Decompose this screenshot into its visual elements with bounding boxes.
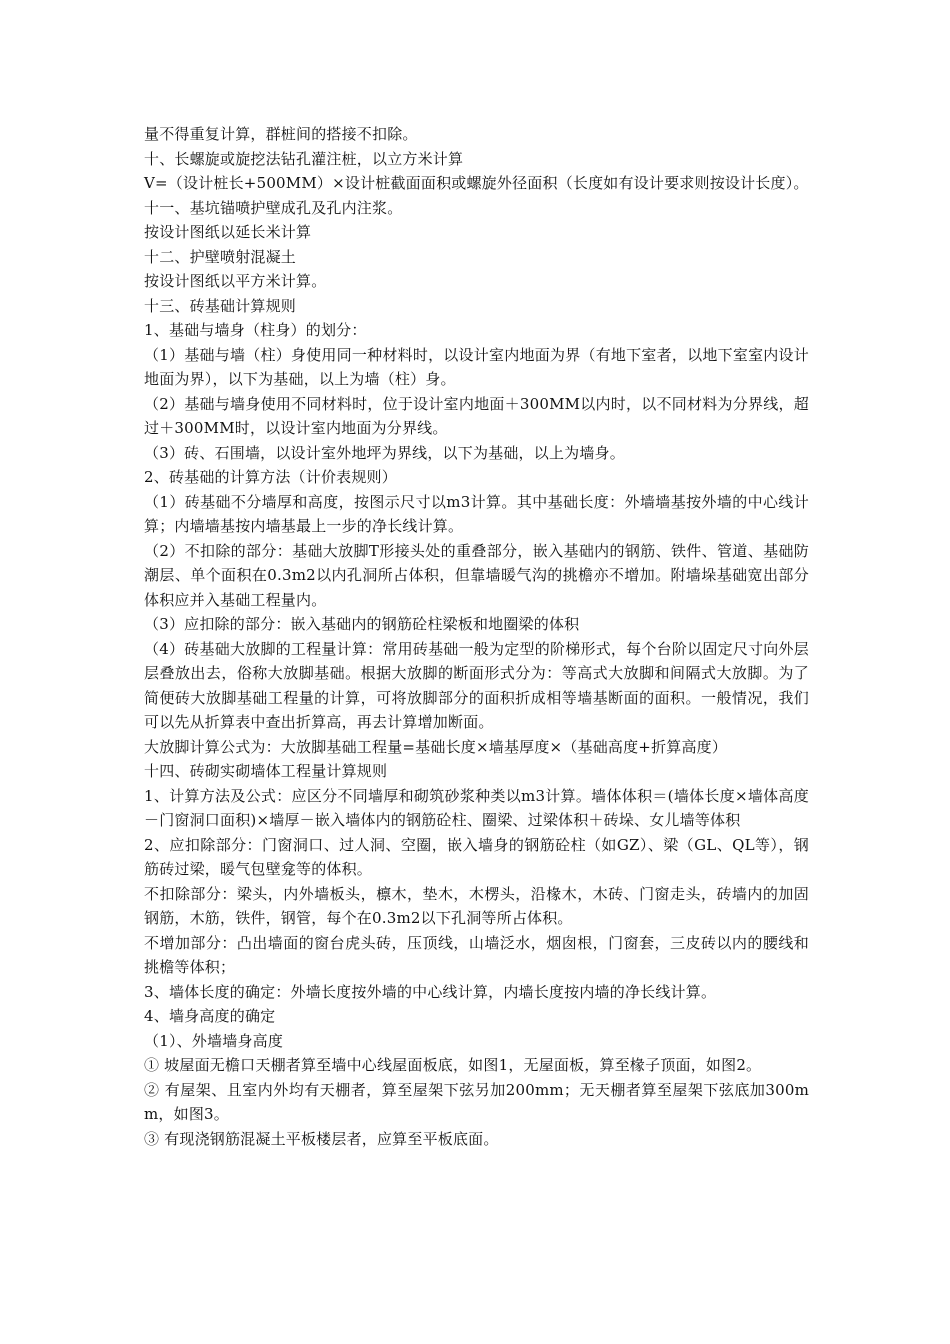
section-heading: 十二、护壁喷射混凝土 bbox=[144, 247, 297, 266]
paragraph: 量不得重复计算，群桩间的搭接不扣除。 bbox=[144, 125, 418, 143]
document-body bbox=[144, 122, 809, 1151]
formula-paragraph: 大放脚计算公式为：大放脚基础工程量=基础长度×墙基厚度×（基础高度+折算高度） bbox=[144, 737, 728, 756]
section-heading: 十一、基坑锚喷护壁成孔及孔内注浆。 bbox=[144, 198, 403, 217]
paragraph: （1）基础与墙（柱）身使用同一种材料时，以设计室内地面为界（有地下室者，以地下室室内设计地面为界），以下为基础，以上为墙（柱）身。 bbox=[144, 345, 809, 388]
paragraph: （2）不扣除的部分：基础大放脚T形接头处的重叠部分，嵌入基础内的钢筋、铁件、管道、基础防潮层、单个面积在0.3m2以内孔洞所占体积，但靠墙暖气沟的挑檐亦不增加。附墙垛基础宽出部分体积应并入基础工程量内。 bbox=[144, 541, 809, 609]
section-heading: 十、长螺旋或旋挖法钻孔灌注桩，以立方米计算 bbox=[144, 149, 464, 168]
list-item: ① 坡屋面无檐口天棚者算至墙中心线屋面板底，如图1，无屋面板，算至椽子顶面，如图2。 bbox=[144, 1056, 762, 1074]
list-item: ③ 有现浇钢筋混凝土平板楼层者，应算至平板底面。 bbox=[144, 1129, 499, 1148]
section-heading: 十三、砖基础计算规则 bbox=[144, 296, 297, 315]
list-item: ② 有屋架、且室内外均有天棚者，算至屋架下弦另加200mm；无天棚者算至屋架下弦底加300mm，如图3。 bbox=[144, 1080, 809, 1123]
subsection-heading: 2、砖基础的计算方法（计价表规则） bbox=[144, 468, 397, 486]
paragraph: 不增加部分：凸出墙面的窗台虎头砖，压顶线，山墙泛水，烟囱根，门窗套，三皮砖以内的腰线和挑檐等体积； bbox=[144, 933, 809, 976]
paragraph: （4）砖基础大放脚的工程量计算：常用砖基础一般为定型的阶梯形式，每个台阶以固定尺寸向外层层叠放出去，俗称大放脚基础。根据大放脚的断面形式分为：等高式大放脚和间隔式大放脚。为了简便砖大放脚基础工程量的计算，可将放脚部分的面积折成相等墙基断面的面积。一般情况，我们可以先从折算表中查出折算高，再去计算增加断面。 bbox=[144, 639, 809, 731]
subsection-heading: 4、墙身高度的确定 bbox=[144, 1007, 276, 1025]
paragraph: （3）应扣除的部分：嵌入基础内的钢筋砼柱梁板和地圈梁的体积 bbox=[144, 615, 580, 633]
paragraph: 按设计图纸以延长米计算 bbox=[144, 223, 312, 241]
subsection-heading: 1、基础与墙身（柱身）的划分： bbox=[144, 321, 367, 339]
paragraph: 3、墙体长度的确定：外墙长度按外墙的中心线计算，内墙长度按内墙的净长线计算。 bbox=[144, 982, 717, 1001]
paragraph: 1、计算方法及公式：应区分不同墙厚和砌筑砂浆种类以m3计算。墙体体积＝(墙体长度×墙体高度－门窗洞口面积)×墙厚－嵌入墙体内的钢筋砼柱、圈梁、过梁体积＋砖垛、女儿墙等体积 bbox=[144, 786, 809, 829]
paragraph: （1）砖基础不分墙厚和高度，按图示尺寸以m3计算。其中基础长度：外墙墙基按外墙的中心线计算；内墙墙基按内墙基最上一步的净长线计算。 bbox=[144, 492, 809, 535]
subsection-heading: （1）、外墙墙身高度 bbox=[144, 1031, 284, 1050]
paragraph: 不扣除部分：梁头，内外墙板头，檩木，垫木，木楞头，沿椽木，木砖、门窗走头，砖墙内的加固钢筋，木筋，铁件，钢管，每个在0.3m2以下孔洞等所占体积。 bbox=[144, 884, 809, 927]
section-heading: 十四、砖砌实砌墙体工程量计算规则 bbox=[144, 762, 388, 780]
paragraph: V=（设计桩长+500MM）×设计桩截面面积或螺旋外径面积（长度如有设计要求则按设计长度）。 bbox=[144, 174, 809, 192]
paragraph: 2、应扣除部分：门窗洞口、过人洞、空圈，嵌入墙身的钢筋砼柱（如GZ）、梁（GL、QL等），钢筋砖过梁，暖气包壁龛等的体积。 bbox=[144, 835, 809, 878]
paragraph: 按设计图纸以平方米计算。 bbox=[144, 272, 327, 290]
paragraph: （3）砖、石围墙，以设计室外地坪为界线，以下为基础，以上为墙身。 bbox=[144, 443, 625, 462]
paragraph: （2）基础与墙身使用不同材料时，位于设计室内地面＋300MM以内时，以不同材料为分界线，超过＋300MM时，以设计室内地面为分界线。 bbox=[144, 394, 809, 437]
